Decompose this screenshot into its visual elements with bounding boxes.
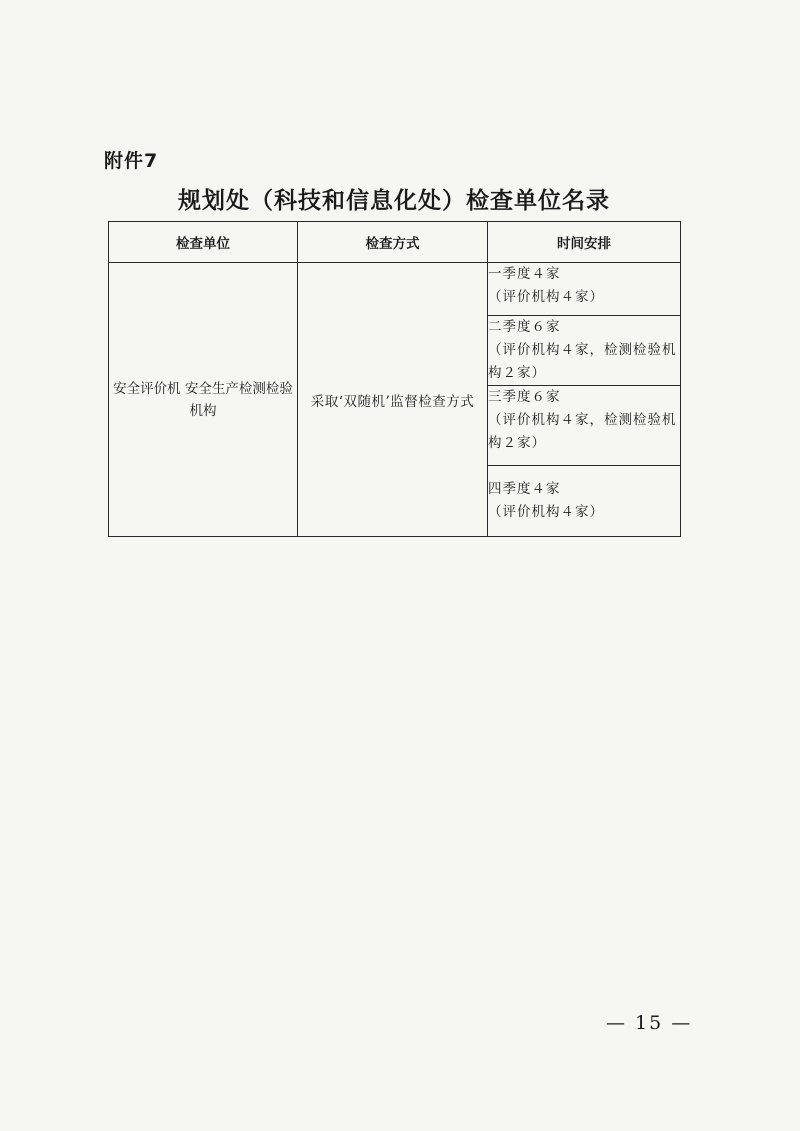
page-number: — 15 — [606, 1012, 693, 1034]
header-inspection-unit: 检查单位 [109, 222, 298, 263]
schedule-line: （评价机构４家，检测检验机 [488, 412, 677, 428]
inspection-roster-table [108, 221, 681, 537]
schedule-q4-cell [488, 466, 681, 537]
schedule-line: （评价机构４家） [488, 504, 604, 520]
unit-line: 安全生产检测检验机构 [184, 380, 293, 419]
schedule-q3-cell [488, 386, 681, 466]
schedule-line: 三季度６家 [488, 389, 561, 405]
inspection-method-cell: 采取‘双随机’监督检查方式 [298, 263, 488, 537]
table-header-row [109, 222, 681, 263]
inspection-unit-cell [109, 263, 298, 537]
header-inspection-method: 检查方式 [298, 222, 488, 263]
schedule-line: 构２家） [488, 365, 546, 381]
schedule-line: 一季度４家 [488, 266, 561, 282]
schedule-line: 二季度６家 [488, 319, 561, 335]
schedule-q2-cell [488, 316, 681, 386]
document-title: 规划处（科技和信息化处）检查单位名录 [178, 188, 610, 214]
schedule-line: 四季度４家 [488, 481, 561, 497]
header-time-schedule: 时间安排 [488, 222, 681, 263]
unit-line: 安全评价机 [113, 380, 181, 397]
schedule-q1-cell [488, 263, 681, 316]
schedule-line: 构２家） [488, 435, 546, 451]
attachment-label: 附件7 [104, 150, 159, 172]
table-row [109, 263, 681, 316]
schedule-line: （评价机构４家，检测检验机 [488, 342, 677, 358]
schedule-line: （评价机构４家） [488, 289, 604, 305]
